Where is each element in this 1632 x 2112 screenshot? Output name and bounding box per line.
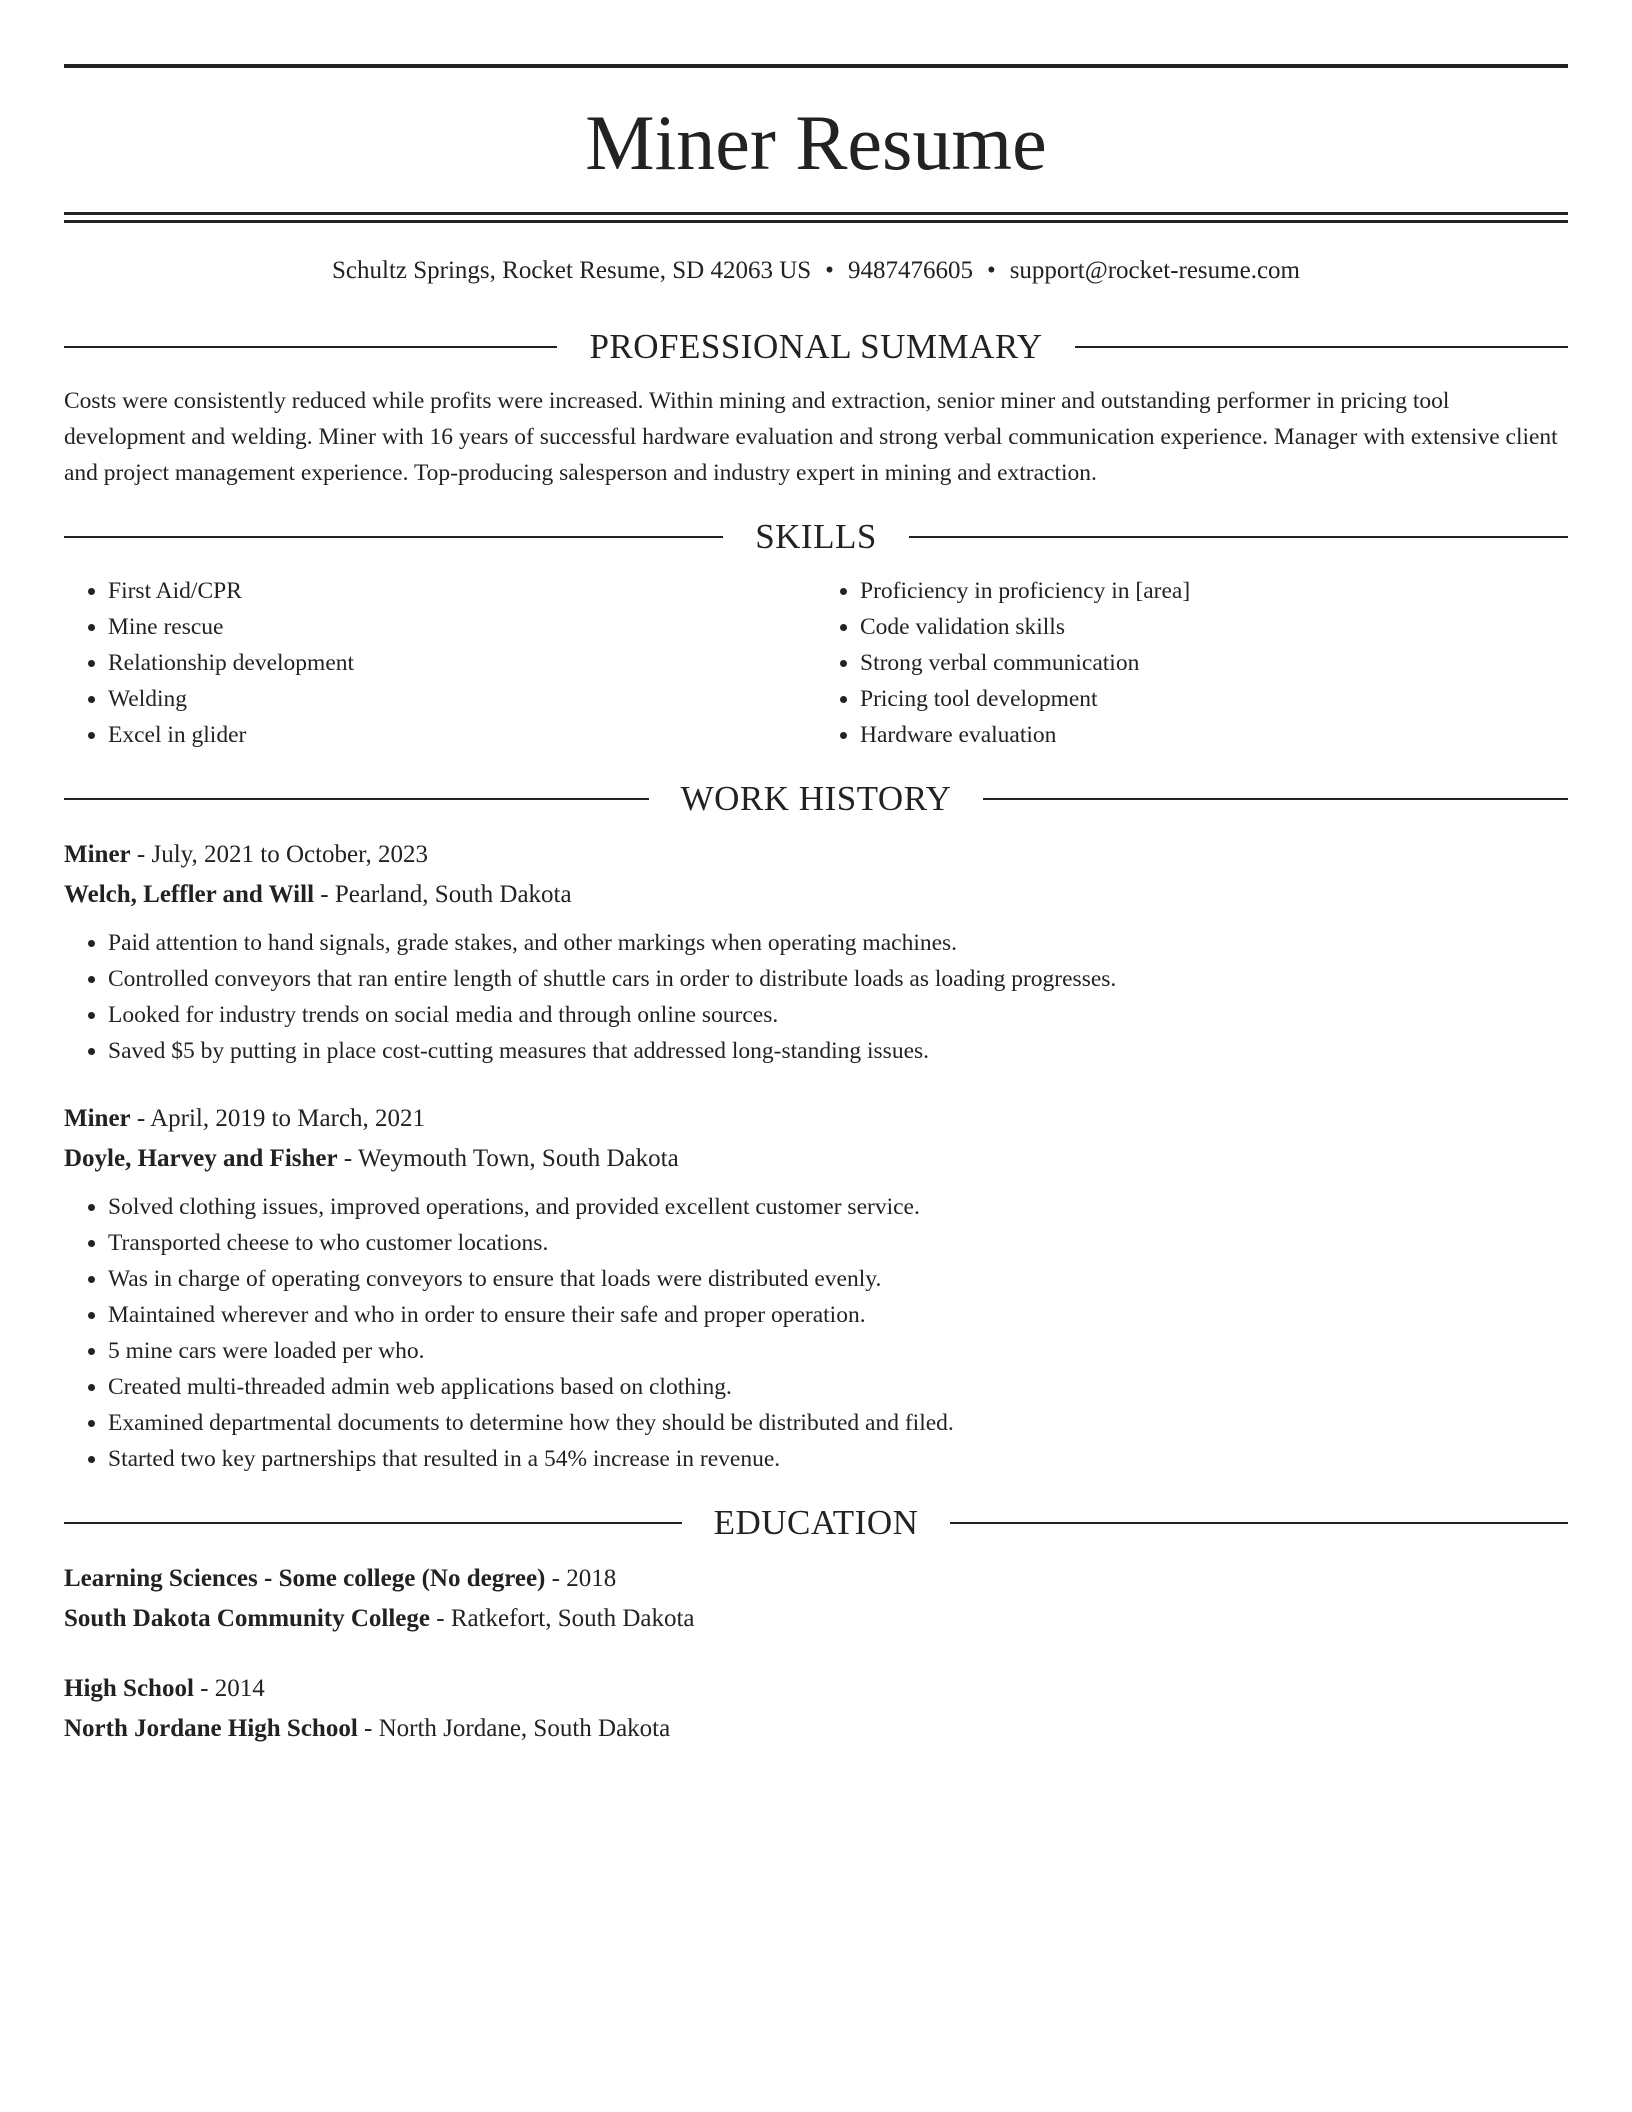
section-title-skills: SKILLS [755, 517, 877, 556]
job-dates: - July, 2021 to October, 2023 [130, 841, 428, 868]
job-dates: - April, 2019 to March, 2021 [130, 1105, 426, 1132]
skills-column-left [64, 573, 816, 753]
job-bullet: • Solved clothing issues, improved operations, and provided excellent customer service. [108, 1189, 1568, 1225]
skill-item: • Hardware evaluation [860, 717, 1568, 753]
skill-item: • Relationship development [108, 645, 816, 681]
contact-phone: 9487476605 [847, 257, 973, 284]
job-bullets [64, 1189, 1568, 1477]
section-title-work: WORK HISTORY [680, 779, 952, 818]
skill-item: • Proficiency in proficiency in [area] [860, 573, 1568, 609]
job-bullet: • Examined departmental documents to determine how they should be distributed and filed. [108, 1405, 1568, 1441]
education-school: North Jordane High School [64, 1715, 358, 1742]
job-bullet: • Was in charge of operating conveyors to ensure that loads were distributed evenly. [108, 1261, 1568, 1297]
skill-item: • Pricing tool development [860, 681, 1568, 717]
skills-list [64, 573, 1568, 753]
job-bullets [64, 925, 1568, 1069]
job-bullet: • Created multi-threaded admin web applications based on clothing. [108, 1369, 1568, 1405]
section-header-education [64, 1501, 1568, 1545]
section-title-summary: PROFESSIONAL SUMMARY [589, 327, 1043, 366]
divider-line [64, 536, 723, 538]
job-entry [64, 1099, 1568, 1477]
skill-item: • Excel in glider [108, 717, 816, 753]
top-rule [64, 64, 1568, 68]
divider-line [64, 798, 649, 800]
resume-page [64, 64, 1568, 1749]
job-company: Doyle, Harvey and Fisher [64, 1145, 338, 1172]
summary-text: Costs were consistently reduced while profits were increased. Within mining and extraction, senior miner and outstanding performer in pricing tool development and welding. Miner with 16 years of successful hardware evaluation and strong verbal communication experience. Manager with extensive client and project management experience. Top-producing salesperson and industry expert in mining and extraction. [64, 388, 1558, 486]
job-title: Miner [64, 841, 131, 868]
job-bullet: • Saved $5 by putting in place cost-cutting measures that addressed long-standing issues. [108, 1033, 1568, 1069]
skill-item: • Mine rescue [108, 609, 816, 645]
job-bullet: • Controlled conveyors that ran entire length of shuttle cars in order to distribute loads as loading progresses. [108, 961, 1568, 997]
divider-line [64, 1522, 682, 1524]
section-header-summary [64, 325, 1568, 369]
job-location: - Pearland, South Dakota [314, 881, 572, 908]
contact-line [64, 255, 1568, 287]
job-bullet: • Looked for industry trends on social media and through online sources. [108, 997, 1568, 1033]
skill-item: • Strong verbal communication [860, 645, 1568, 681]
contact-separator: • [825, 257, 834, 284]
divider-line [950, 1522, 1568, 1524]
job-entry [64, 835, 1568, 1069]
contact-email: support@rocket-resume.com [1009, 257, 1300, 284]
skills-column-right [816, 573, 1568, 753]
contact-separator: • [986, 257, 996, 284]
education-location: - North Jordane, South Dakota [357, 1715, 671, 1742]
education-year: - 2014 [193, 1675, 265, 1702]
skill-item: • First Aid/CPR [108, 573, 816, 609]
job-bullet: • Paid attention to hand signals, grade stakes, and other markings when operating machines. [108, 925, 1568, 961]
education-location: - Ratkefort, South Dakota [430, 1605, 695, 1632]
education-entry [64, 1669, 1568, 1749]
job-bullet: • Maintained wherever and who in order to ensure their safe and proper operation. [108, 1297, 1568, 1333]
section-header-skills [64, 515, 1568, 559]
skill-item: • Welding [108, 681, 816, 717]
job-bullet: • Started two key partnerships that resulted in a 54% increase in revenue. [108, 1441, 1568, 1477]
education-degree: High School [64, 1675, 194, 1702]
divider-line [983, 798, 1568, 800]
double-rule [64, 212, 1568, 223]
education-degree: Learning Sciences - Some college (No degree) [64, 1565, 546, 1592]
education-year: - 2018 [545, 1565, 617, 1592]
section-title-education: EDUCATION [713, 1503, 919, 1542]
section-header-work [64, 777, 1568, 821]
job-title: Miner [64, 1105, 131, 1132]
divider-line [1075, 346, 1568, 348]
job-bullet: • Transported cheese to who customer locations. [108, 1225, 1568, 1261]
divider-line [64, 346, 557, 348]
contact-address: Schultz Springs, Rocket Resume, SD 42063 US [332, 257, 812, 284]
divider-line [909, 536, 1568, 538]
job-company: Welch, Leffler and Will [64, 881, 315, 908]
education-school: South Dakota Community College [64, 1605, 430, 1632]
job-bullet: • 5 mine cars were loaded per who. [108, 1333, 1568, 1369]
resume-name: Miner Resume [585, 99, 1047, 186]
job-location: - Weymouth Town, South Dakota [337, 1145, 679, 1172]
skill-item: • Code validation skills [860, 609, 1568, 645]
education-entry [64, 1559, 1568, 1639]
